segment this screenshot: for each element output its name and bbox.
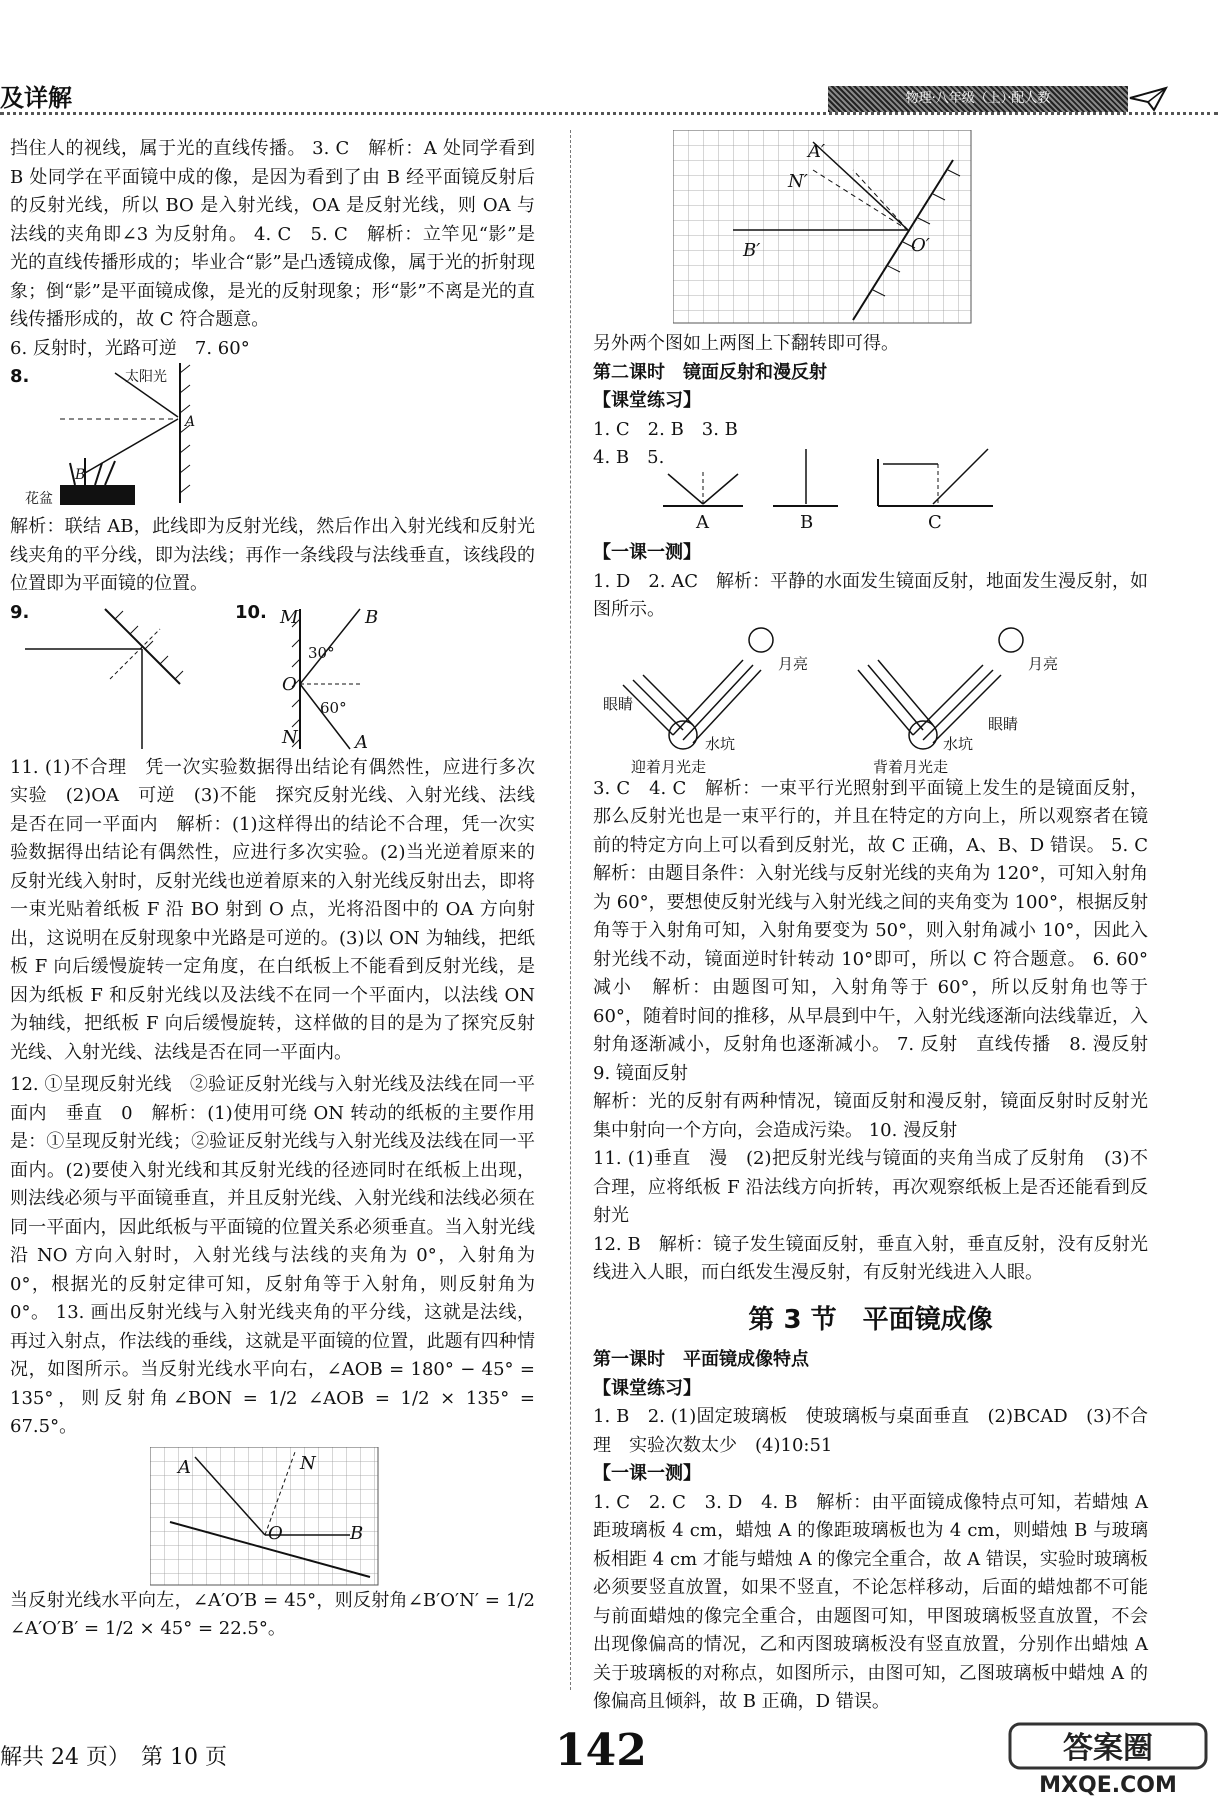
section-title: 第 3 节 平面镜成像 [748,1304,993,1335]
answer-paragraph: 12. B 解析：镜子发生镜面反射，垂直入射，垂直反射，没有反射光线进入人眼，而白纸发生漫反射，有反射光线进入人眼。 [593,1233,1148,1283]
label-back-moon: 背着月光走 [873,757,949,776]
watermark-text: 答案圈 [1063,1731,1153,1766]
answer-paragraph: 解析：联结 AB，此线即为反射光线，然后作出入射光线和反射光线夹角的平分线，即为法线；再作一条线段与法线垂直，该线段的位置即为平面镜的位置。 [10,516,535,594]
figure-q9-mirror [20,604,200,754]
answer-paragraph: 另外两个图如上两图上下翻转即可得。 [593,333,899,354]
answer-paragraph: 11. (1)垂直 漫 (2)把反射光线与镜面的夹角当成了反射角 (3)不合理，应将纸板 F 沿法线方向折转，再次观察纸板上是否还能看到反射光 [593,1148,1148,1226]
label-B-prime: B′ [743,240,761,261]
answer-paragraph: 11. (1)不合理 凭一次实验数据得出结论有偶然性，应进行多次实验 (2)OA 可逆 (3)不能 探究反射光线、入射光线、法线是否在同一平面内 解析：(1)这样得出的结论不合理，凭一次实验数据得出结论有偶然性，应进行多次实验。(2)当光逆着原来的反射光线入射时，反射光线也逆着原来的入射光线反射出去，即将一束光贴着纸板 F 沿 BO 射到 O 点，光将沿图中的 OA 方向射出，这说明在反射现象中光路是可逆的。(3)以 ON 为轴线，把纸板 F 向后缓慢旋转一定角度，在白纸板上不能看到反射光线，是因为纸板 F 和反射光线以及法线不在同一个平面内，以法线 ON 为轴线，把纸板 F 向后缓慢旋转，这样做的目的是为了探究反射光线、入射光线、法线是否在同一平面内。 [10,756,535,1063]
section-label: 【课堂练习】 [593,390,701,411]
lesson-heading: 第二课时 镜面反射和漫反射 [593,361,827,383]
answer-paragraph: 1. D 2. AC 解析：平静的水面发生镜面反射，地面发生漫反射，如图所示。 [593,570,1148,620]
label-N: N [300,1452,316,1474]
label-eye: 眼睛 [988,714,1019,733]
header-dotted-rule [0,112,1218,115]
label-moon: 月亮 [1028,654,1059,673]
answer-paragraph: 当反射光线水平向左，∠A′O′B = 45°，则反射角∠B′O′N′ = 1/2 ∠A′O′B′ = 1/2 × 45° = 22.5°。 [10,1589,535,1639]
answer-paragraph: 6. 反射时，光路可逆 7. 60° [10,337,250,359]
header-title: 及详解 [0,84,72,112]
label-30deg: 30° [308,643,335,662]
watermark-domain: MXQE.COM [1039,1773,1177,1798]
label-60deg: 60° [320,698,347,717]
label-A: A [178,1456,191,1478]
paper-plane-icon [1128,84,1168,114]
header-subject-banner: 物理·八年级（上）·配人教 [828,86,1128,112]
answer-paragraph: 3. C 4. C 解析：一束平行光照射到平面镜上发生的是镜面反射，那么反射光也是一束平行的，并且在特定的方向上，所以观察者在镜前的特定方向上可以看到反射光，故 C 正确，A、B、D 错误。 5. C 解析：由题目条件：入射光线与反射光线的夹角为 120°，可知入射角为 60°，要想使反射光线与入射光线之间的夹角变为 100°，根据反射角等于入射角可知，入射角要变为 50°，则入射角减小 10°，因此入射光线不动，镜面逆时针转动 10°即可，所以 C 符合题意。 6. 60° 减小 解析：由题图可知，入射角等于 60°，所以反射角也等于 60°，随着时间的推移，从早晨到中午，入射光线逐渐向法线靠近，入射角逐渐减小，反射角也逐渐减小。 7. 反射 直线传播 8. 漫反射 9. 镜面反射 [593,777,1166,1084]
label-fig-C: C [928,512,942,533]
label-O: O [268,1522,283,1544]
section-label: 【一课一测】 [593,1463,701,1484]
lesson-heading: 第一课时 平面镜成像特点 [593,1349,809,1370]
question-number: 8. [10,366,30,387]
question-number: 10. [235,601,267,623]
figure-q5-mirrors [663,444,1023,534]
answer-paragraph: 4. B 5. [593,447,665,468]
label-O: O [282,673,297,695]
footer-page-info: 解共 24 页） 第 10 页 [0,1745,227,1770]
label-A: A [355,731,368,753]
page-number: 142 [555,1725,647,1776]
figure-q8-mirror [30,363,330,513]
label-sunlight: 太阳光 [125,369,167,385]
answer-paragraph: 12. ①呈现反射光线 ②验证反射光线与入射光线及法线在同一平面内 垂直 0 解析：(1)使用可绕 ON 转动的纸板的主要作用是：①呈现反射光线；②验证反射光线与入射光线及法线在同一平面内。(2)要使入射光线和其反射光线的径迹同时在纸板上出现，则法线必须与平面镜垂直，并且反射光线、入射光线和法线必须在同一平面内，因此纸板与平面镜的位置关系必须垂直。当入射光线沿 NO 方向入射时，入射光线与法线的夹角为 0°，入射角为 0°，根据光的反射定律可知，反射角等于入射角，则反射角为 0°。 13. 画出反射光线与入射光线夹角的平分线，这就是法线，再过入射点，作法线的垂线，这就是平面镜的位置，此题有四种情况，如图所示。当反射光线水平向右，∠AOB = 180° − 45° = 135°，则反射角∠BON = 1/2 ∠AOB = 1/2 × 135° = 67.5°。 [10,1074,535,1437]
label-N-prime: N′ [788,171,808,192]
answer-paragraph: 1. C 2. C 3. D 4. B 解析：由平面镜成像特点可知，若蜡烛 A 距玻璃板 4 cm，蜡烛 A 的像距玻璃板也为 4 cm，则蜡烛 B 与玻璃板相距 4 cm 才能与蜡烛 A 的像完全重合，故 A 错误，实验时玻璃板必须要竖直放置，如果不竖直，不论怎样移动，后面的蜡烛都不可能与前面蜡烛的像完全重合，由题图可知，甲图玻璃板竖直放置，不会出现像偏高的情况，乙和丙图玻璃板没有竖直放置，分别作出蜡烛 A 关于玻璃板的对称点，如图所示，由图可知，乙图玻璃板中蜡烛 A 的像偏高且倾斜，故 B 正确，D 错误。 [593,1491,1148,1712]
label-B: B [75,467,86,483]
section-label: 【课堂练习】 [593,1377,701,1399]
label-A-prime: A′ [808,141,826,162]
label-moon: 月亮 [778,654,809,673]
label-fig-A: A [696,512,709,533]
label-O-prime: O′ [911,235,930,256]
section-label: 【一课一测】 [593,542,701,563]
answer-paragraph: 挡住人的视线，属于光的直线传播。 3. C 解析：A 处同学看到 B 处同学在平面镜中成的像，是因为看到了由 B 经平面镜反射后的反射光线，所以 BO 是入射光线，OA 是反射光线，则 OA 与法线的夹角即∠3 为反射角。 4. C 5. C 解析：立竿见“影”是光的直线传播形成的；毕业合“影”是凸透镜成像，属于光的折射现象；倒“影”是平面镜成像，是光的反射现象；形“影”不离是光的直线传播形成的，故 C 符合题意。 [10,138,535,330]
label-pit: 水坑 [943,734,974,753]
label-A: A [185,414,196,430]
left-column [10,135,535,1644]
answer-paragraph: 解析：光的反射有两种情况，镜面反射和漫反射，镜面反射时反射光集中射向一个方向，会造成污染。 10. 漫反射 [593,1091,1148,1141]
question-number: 9. [10,601,30,623]
label-pit: 水坑 [705,734,736,753]
label-M: M [280,606,299,628]
watermark-logo [1008,1720,1208,1798]
label-B: B [365,606,379,628]
figure-moon-puddle [593,625,1133,770]
column-divider [570,130,571,1690]
label-face-moon: 迎着月光走 [631,757,707,776]
label-flowerpot: 花盆 [25,491,53,507]
label-fig-B: B [800,512,814,533]
answer-paragraph: 1. C 2. B 3. B [593,418,738,440]
right-column [593,130,1166,1717]
label-B: B [350,1522,364,1544]
answer-paragraph: 1. B 2. (1)固定玻璃板 使玻璃板与桌面垂直 (2)BCAD (3)不合理 实验次数太少 (4)10:51 [593,1406,1148,1456]
label-N: N [282,726,298,748]
label-eye: 眼睛 [603,694,634,713]
